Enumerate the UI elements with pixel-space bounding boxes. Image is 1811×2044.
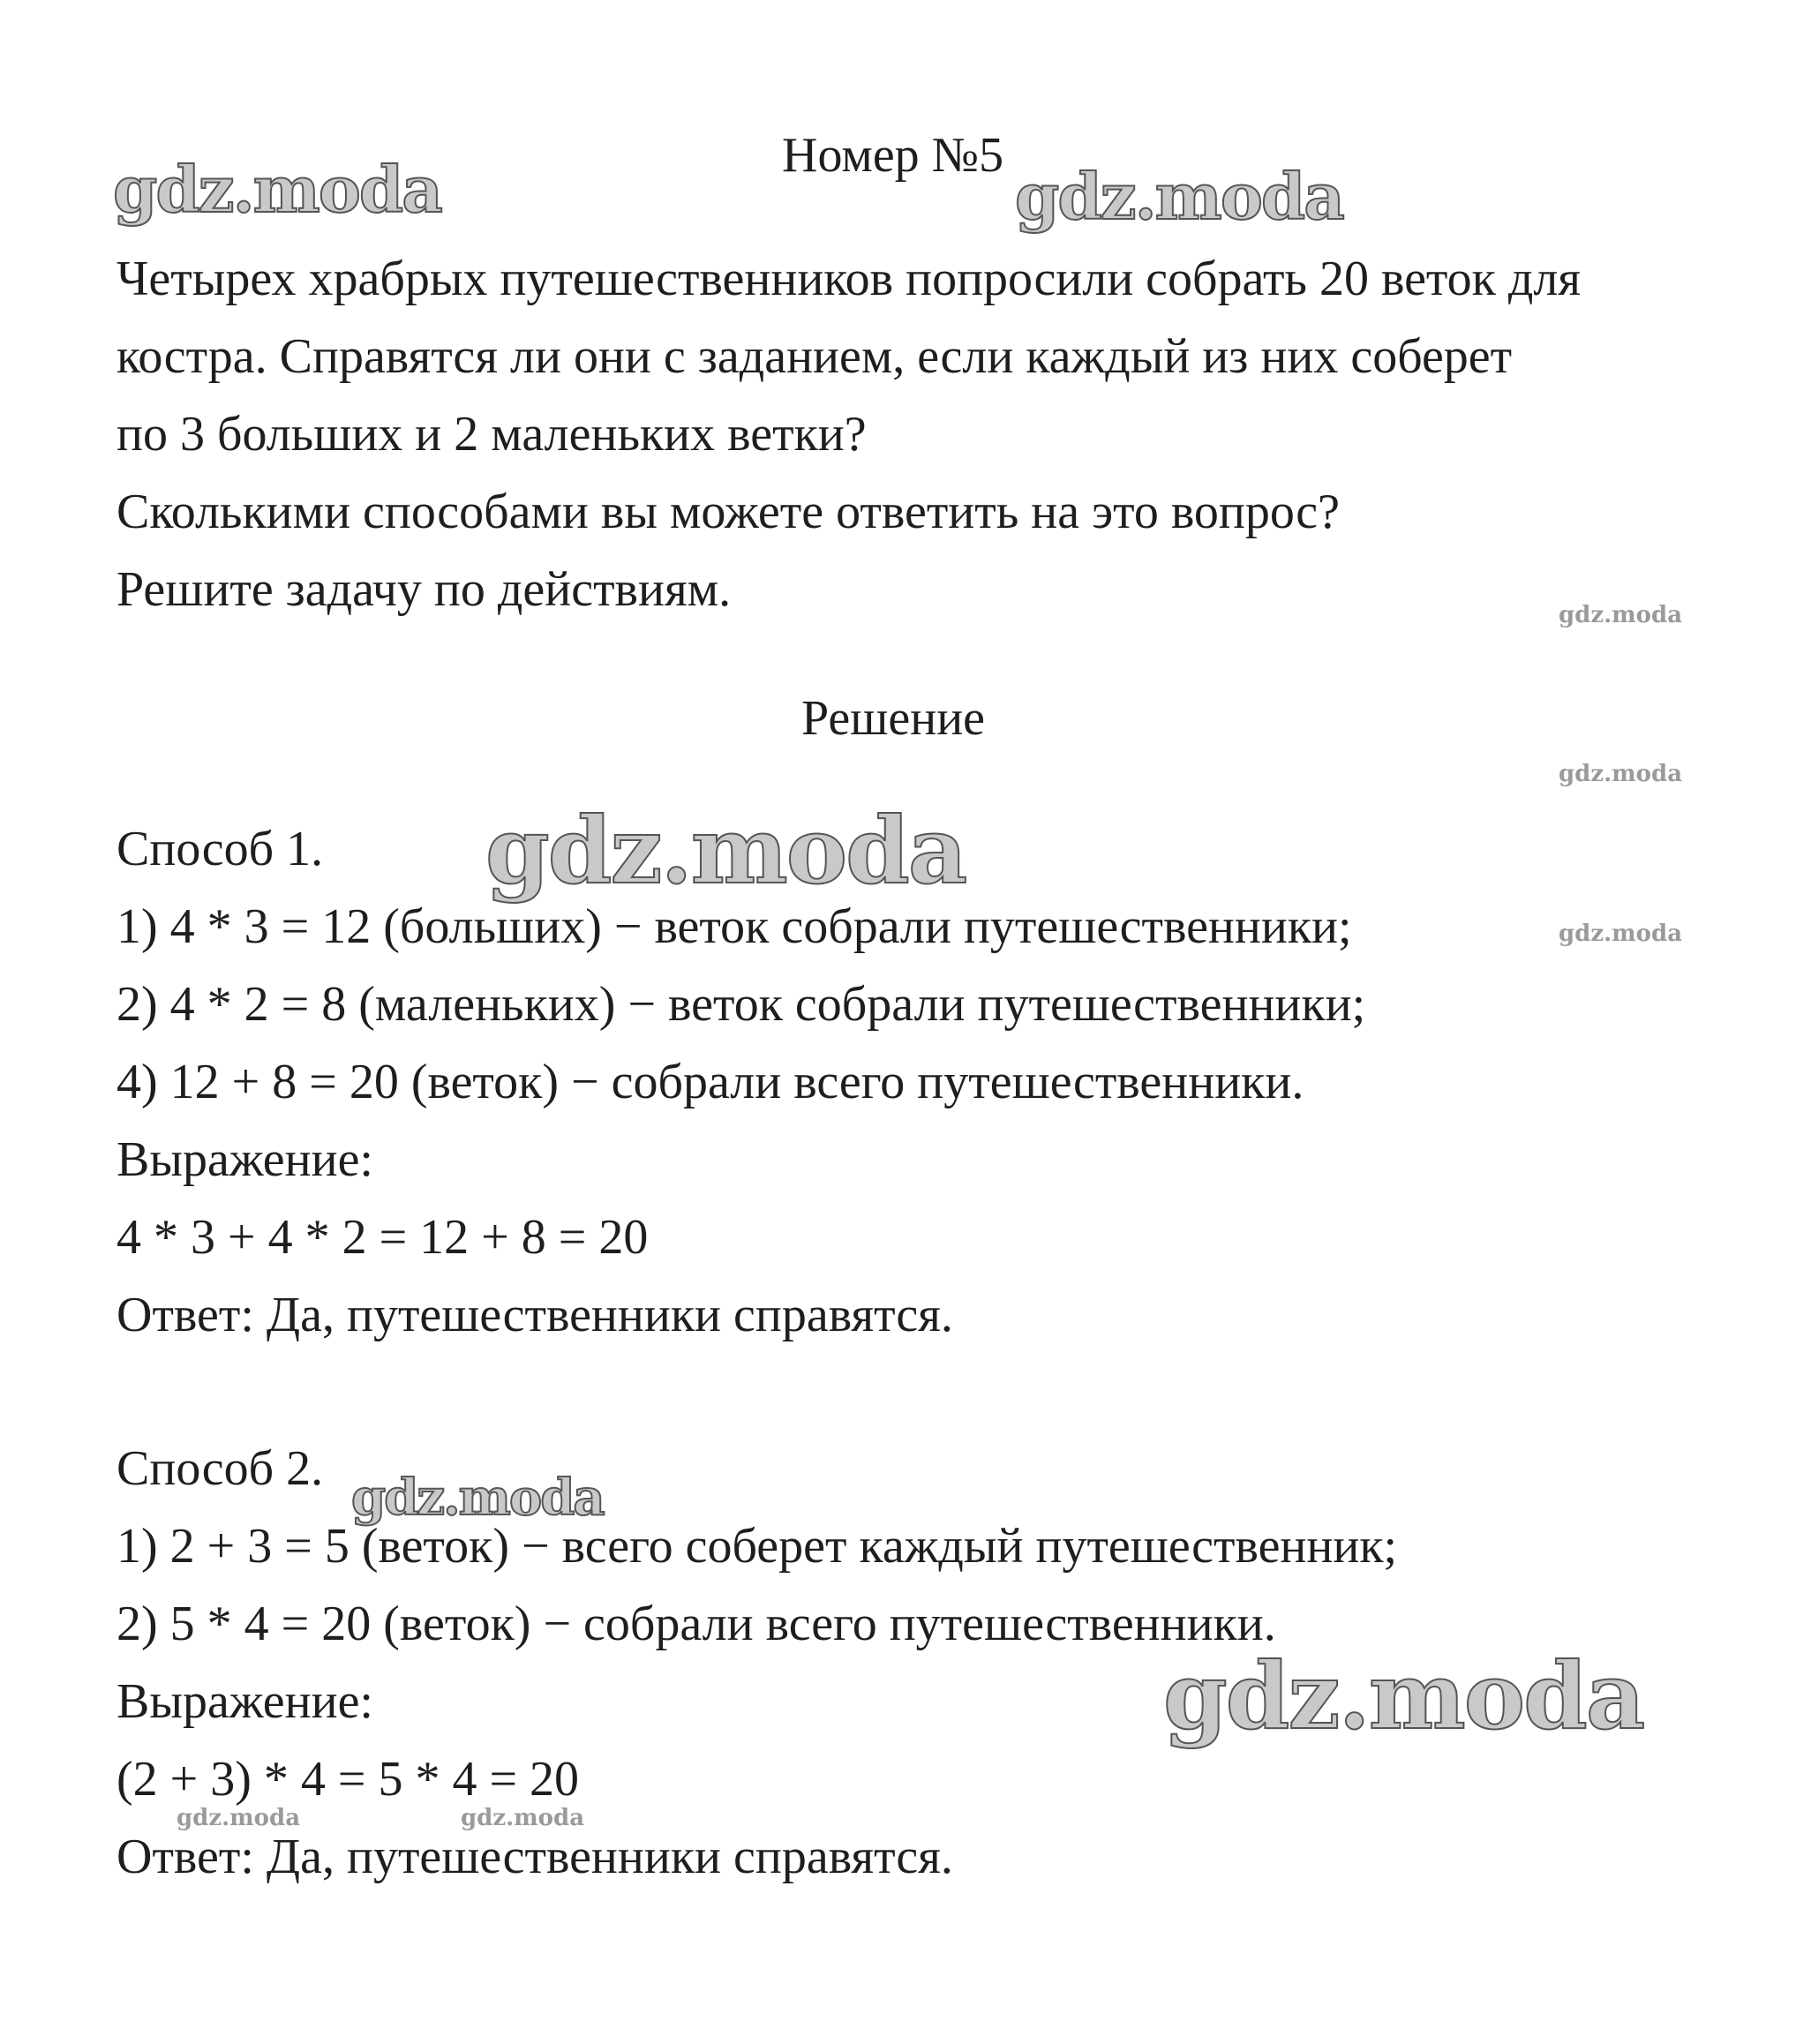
method1-step: 2) 4 * 2 = 8 (маленьких) − веток собрали путешественники; [116, 977, 1366, 1032]
watermark-small: gdz.moda [1559, 921, 1683, 947]
watermark-small: gdz.moda [1559, 602, 1683, 628]
watermark-small: gdz.moda [177, 1805, 301, 1831]
watermark-logo: gdz.moda [485, 796, 966, 905]
problem-line: по 3 больших и 2 маленьких ветки? [116, 407, 867, 462]
method1-answer: Ответ: Да, путешественники справятся. [116, 1288, 953, 1342]
method1-expression-label: Выражение: [116, 1132, 373, 1187]
method2-expression: (2 + 3) * 4 = 5 * 4 = 20 [116, 1752, 580, 1807]
method1-step: 4) 12 + 8 = 20 (веток) − собрали всего путешественники. [116, 1055, 1304, 1109]
watermark-small: gdz.moda [1559, 761, 1683, 787]
method1-title: Способ 1. [116, 822, 324, 876]
solution-heading: Решение [801, 691, 986, 746]
watermark-logo: gdz.moda [1163, 1642, 1644, 1750]
watermark-logo: gdz.moda [351, 1469, 604, 1527]
watermark-logo: gdz.moda [1015, 159, 1343, 234]
method2-expression-label: Выражение: [116, 1674, 373, 1729]
problem-line: костра. Справятся ли они с заданием, если каждый из них соберет [116, 329, 1513, 384]
method2-step: 2) 5 * 4 = 20 (веток) − собрали всего путешественники. [116, 1597, 1276, 1651]
method1-step: 1) 4 * 3 = 12 (больших) − веток собрали путешественники; [116, 899, 1352, 954]
method2-title: Способ 2. [116, 1441, 324, 1496]
problem-line: Решите задачу по действиям. [116, 562, 732, 617]
watermark-small: gdz.moda [461, 1805, 585, 1831]
method2-answer: Ответ: Да, путешественники справятся. [116, 1830, 953, 1884]
watermark-logo: gdz.moda [113, 152, 441, 227]
page-title: Номер №5 [782, 128, 1004, 183]
method1-expression: 4 * 3 + 4 * 2 = 12 + 8 = 20 [116, 1210, 649, 1265]
method2-step: 1) 2 + 3 = 5 (веток) − всего соберет каждый путешественник; [116, 1519, 1398, 1574]
problem-line: Сколькими способами вы можете ответить на это вопрос? [116, 485, 1340, 539]
problem-line: Четырех храбрых путешественников попросили собрать 20 веток для [116, 252, 1582, 306]
